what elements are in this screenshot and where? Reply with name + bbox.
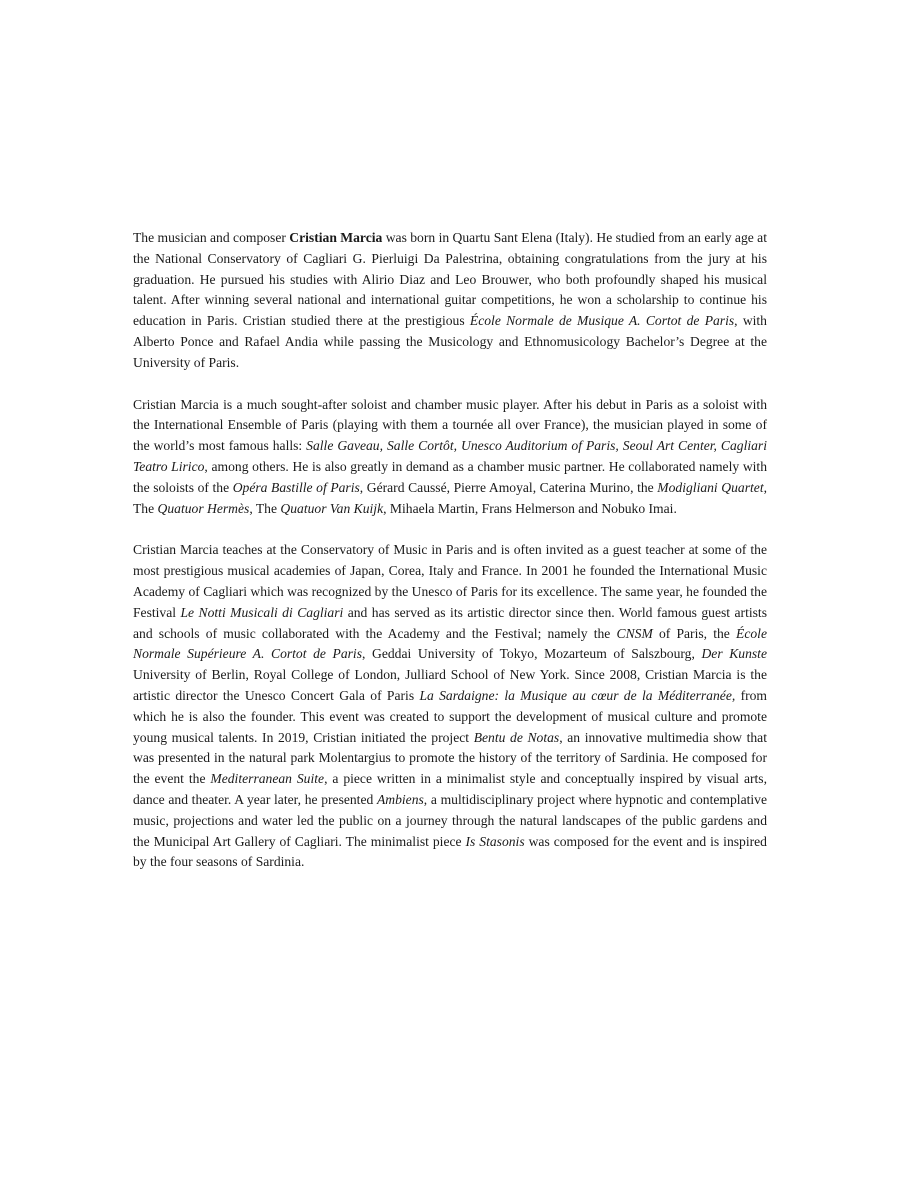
italic-text-run: Salle Gaveau, Salle Cortôt, Unesco Auditorium of Paris, Seoul Art Center, Cagliari Teatro Lirico	[133, 438, 767, 474]
text-run: was composed for the event and is inspired by the four seasons of Sardinia.	[133, 833, 767, 870]
italic-text-run: Opéra Bastille of Paris	[232, 479, 360, 495]
text-run: from which he is also the founder. This event was created to support the development of musical culture and promote young musical talents. In 2019, Cristian initiated the project	[133, 687, 767, 745]
italic-text-run: Quatuor Hermès	[157, 500, 250, 516]
italic-text-run: CNSM	[616, 625, 653, 641]
italic-text-run: École Normale de Musique A. Cortot de Paris	[469, 313, 735, 329]
text-run: , a multidisciplinary project where hypnotic and contemplative music, projections and water led the public on a journey through the natural landscapes of the public gardens and the Municipal Art Gallery of Cagliari. The minimalist piece	[133, 791, 767, 849]
text-run: , Mihaela Martin, Frans Helmerson and Nobuko Imai.	[383, 500, 677, 516]
text-run: , Gérard Caussé, Pierre Amoyal, Caterina Murino, the	[359, 479, 658, 495]
italic-text-run: École Normale Supérieure A. Cortot de Paris	[133, 625, 767, 662]
text-run: , The	[133, 479, 767, 516]
italic-text-run: Bentu de Notas	[473, 729, 560, 745]
text-run: , Geddai University of Tokyo, Mozarteum of Salszbourg,	[362, 646, 702, 662]
italic-text-run: Mediterranean Suite	[210, 771, 325, 787]
text-run: Cristian Marcia is a much sought-after soloist and chamber music player. After his debut in Paris as a soloist with the International Ensemble of Paris (playing with them a tournée all over France), the musician played in some of the world’s most famous halls:	[133, 396, 767, 454]
bold-text-run: Cristian Marcia	[289, 230, 383, 245]
biography-paragraph-2	[133, 395, 767, 520]
italic-text-run: Le Notti Musicali di Cagliari	[180, 604, 344, 620]
biography-text-block	[133, 228, 767, 894]
text-run: of Paris, the	[652, 625, 737, 641]
biography-paragraph-3	[133, 540, 767, 873]
text-run: , among others. He is also greatly in demand as a chamber music partner. He collaborated namely with the soloists of the	[133, 458, 768, 495]
italic-text-run: Is Stasonis	[465, 833, 525, 849]
text-run: , The	[249, 500, 281, 516]
text-run: , with Alberto Ponce and Rafael Andia while passing the Musicology and Ethnomusicology Bachelor’s Degree at the University of Paris.	[133, 313, 767, 370]
text-run: , an innovative multimedia show that was presented in the natural park Molentargius to promote the history of the territory of Sardinia. He composed for the event the	[133, 729, 767, 787]
italic-text-run: Modigliani Quartet	[657, 479, 764, 495]
text-run: was born in Quartu Sant Elena (Italy). He studied from an early age at the National Conservatory of Cagliari G. Pierluigi Da Palestrina, obtaining congratulations from the jury at his graduation. He pursued his studies with Alirio Diaz and Leo Brouwer, who both profoundly shaped his musical talent. After winning several national and international guitar competitions, he won a scholarship to continue his education in Paris. Cristian studied there at the prestigious	[133, 230, 767, 329]
italic-text-run: Der Kunste	[701, 646, 767, 662]
text-run: and has served as its artistic director since then. World famous guest artists and schools of music collaborated with the Academy and the Festival; namely the	[133, 604, 767, 641]
italic-text-run: Quatuor Van Kuijk	[280, 500, 384, 516]
text-run: , a piece written in a minimalist style and conceptually inspired by visual arts, dance and theater. A year later, he presented	[133, 771, 767, 807]
italic-text-run: La Sardaigne: la Musique au cœur de la Méditerranée,	[419, 687, 736, 703]
text-run: Cristian Marcia teaches at the Conservatory of Music in Paris and is often invited as a guest teacher at some of the most prestigious musical academies of Japan, Corea, Italy and France. In 2001 he founded the International Music Academy of Cagliari which was recognized by the Unesco of Paris for its excellence. The same year, he founded the Festival	[133, 542, 767, 620]
text-run: University of Berlin, Royal College of London, Julliard School of New York. Since 2008, Cristian Marcia is the artistic director the Unesco Concert Gala of Paris	[133, 667, 767, 703]
text-run: The musician and composer	[133, 230, 290, 245]
italic-text-run: Ambiens	[376, 791, 424, 807]
biography-paragraph-1	[133, 228, 767, 374]
